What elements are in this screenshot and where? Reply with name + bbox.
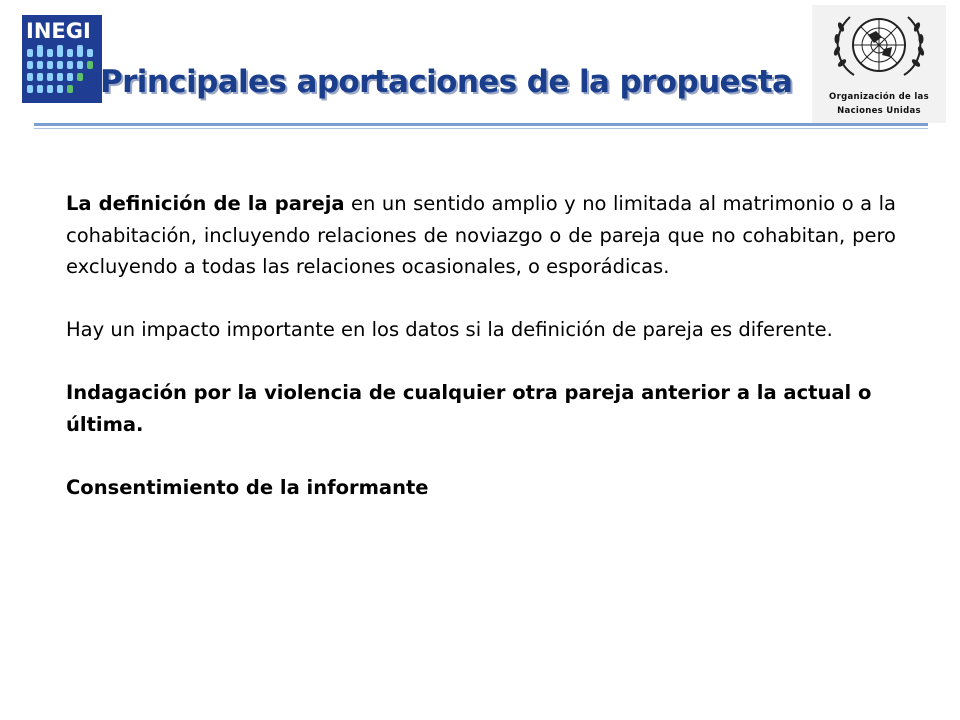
paragraph-partner-definition [66, 188, 896, 283]
paragraph-previous-partner: Indagación por la violencia de cualquier otra pareja anterior a la actual o última. [66, 381, 872, 436]
un-logo-line2: Naciones Unidas [837, 106, 921, 116]
un-logo [812, 5, 946, 123]
inegi-logo [22, 15, 102, 103]
un-emblem-graphic [812, 5, 946, 123]
paragraph-consent: Consentimiento de la informante [66, 475, 429, 499]
page-title: Principales aportaciones de la propuesta [100, 64, 793, 100]
inegi-logo-text: INEGI [26, 19, 91, 43]
paragraph-data-impact: Hay un impacto importante en los datos si la definición de pareja es diferente. [66, 318, 833, 341]
partner-definition-heading: La definición de la pareja [66, 192, 345, 215]
slide-content [66, 188, 896, 503]
header-divider-thin [34, 128, 928, 129]
partner-definition-text: en un sentido amplio y no limitada al matrimonio o a la cohabitación, incluyendo relaciones de noviazgo o de pareja que no cohabitan, pero excluyendo a todas las relaciones ocasionales, o esporádicas. [66, 192, 896, 278]
un-logo-line1: Organización de las [829, 92, 929, 102]
inegi-logo-graphic [22, 15, 102, 103]
header-divider [34, 123, 928, 126]
